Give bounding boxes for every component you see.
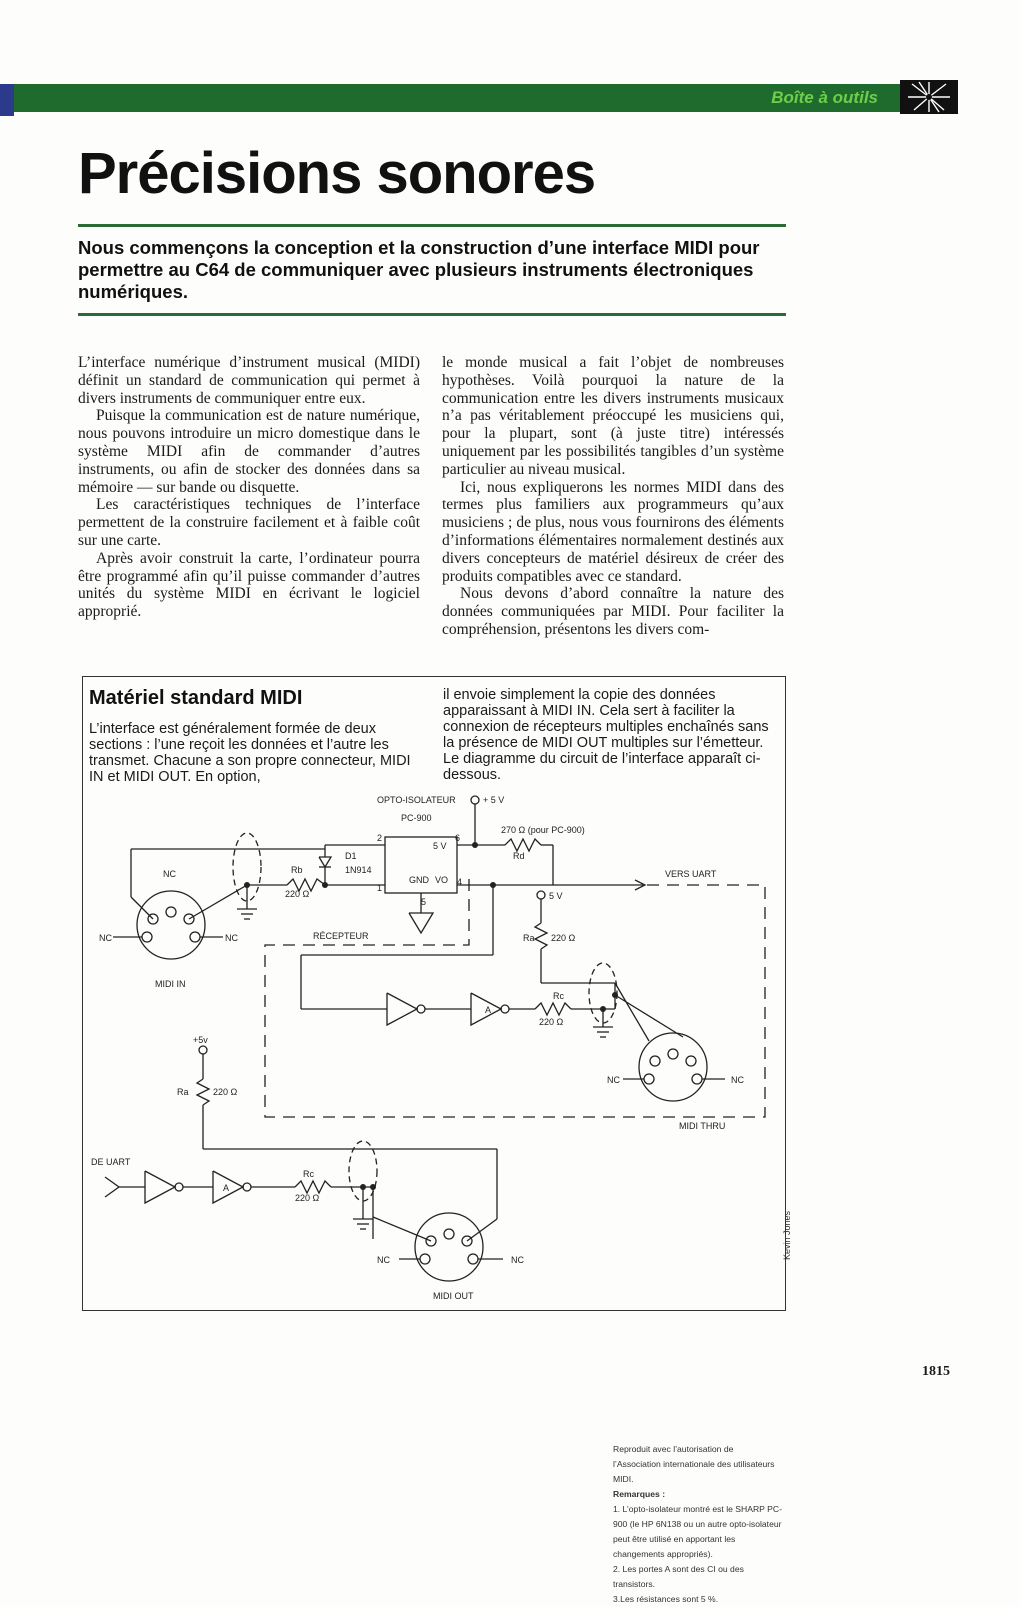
rc-value: 220 Ω — [295, 1193, 320, 1203]
opto-part: PC-900 — [401, 813, 432, 823]
section-label: Boîte à outils — [771, 88, 878, 107]
d1-label: D1 — [345, 851, 357, 861]
vers-uart-label: VERS UART — [665, 869, 717, 879]
rc-label: Rc — [303, 1169, 314, 1179]
pin-label: 1 — [377, 883, 383, 893]
lead-divider — [78, 313, 786, 316]
opto-label: OPTO-ISOLATEUR — [377, 795, 456, 805]
ra-value: 220 Ω — [551, 933, 576, 943]
nc-label: NC — [99, 933, 112, 943]
starburst-icon — [900, 80, 958, 114]
article-title: Précisions sonores — [78, 141, 596, 206]
midi-in-label: MIDI IN — [155, 979, 186, 989]
pin-label: 4 — [457, 877, 463, 887]
midi-thru-label: MIDI THRU — [679, 1121, 726, 1131]
ra-value: 220 Ω — [213, 1087, 238, 1097]
midi-circuit-diagram — [83, 677, 785, 1310]
body-column-left — [78, 354, 420, 621]
midi-out-label: MIDI OUT — [433, 1291, 474, 1301]
nc-label: NC — [607, 1075, 620, 1085]
page-number: 1815 — [922, 1364, 950, 1379]
nc-label: NC — [377, 1255, 390, 1265]
paragraph: le monde musical a fait l’objet de nombreuses hypothèses. Voilà pourquoi la nature de la communication entre les divers instruments musicaux n’a pas véritablement préoccupé les musiciens qui, pour la plupart, sont (à juste titre) intéressés uniquement par les possibilités tangibles d’un système particulier au niveau musical. — [442, 354, 784, 478]
box-text-left: L’interface est généralement formée de deux sections : l’une reçoit les données et l’autre les transmet. Chacune a son propre connecteur, MIDI IN et MIDI OUT. En option, — [89, 721, 411, 785]
paragraph: Nous devons d’abord connaître la nature des données communiquées par MIDI. Pour faciliter la compréhension, présentons les divers com- — [442, 585, 784, 638]
ra-label: Ra — [523, 933, 535, 943]
rx-5v-label: 5 V — [549, 891, 563, 901]
notes-item: 2. Les portes A sont des CI ou des transistors. — [613, 1564, 744, 1589]
box-title: Matériel standard MIDI — [89, 687, 303, 709]
paragraph: Les caractéristiques techniques de l’interface permettent de la construire facilement et à faible coût sur une carte. — [78, 496, 420, 549]
opto-5v: 5 V — [433, 841, 447, 851]
diagram-notes — [613, 1442, 783, 1607]
rb-value: 220 Ω — [285, 889, 310, 899]
gate-a-label: A — [485, 1005, 492, 1015]
opto-gnd: GND — [409, 875, 429, 885]
ra-label: Ra — [177, 1087, 189, 1097]
article-lead: Nous commençons la conception et la construction d’une interface MIDI pour permettre au C64 de communiquer avec plusieurs instruments électroniques numériques. — [78, 237, 760, 302]
nc-label: NC — [511, 1255, 524, 1265]
pin-label: 6 — [455, 833, 461, 843]
pin-label: 2 — [377, 833, 383, 843]
tx-5v-label: +5v — [193, 1035, 208, 1045]
left-color-stripe — [0, 84, 14, 116]
sidebar-box — [82, 676, 786, 1604]
nc-label: NC — [731, 1075, 744, 1085]
notes-heading: Remarques : — [613, 1489, 666, 1499]
rd-value: 270 Ω (pour PC-900) — [501, 825, 585, 835]
rd-label: Rd — [513, 851, 525, 861]
body-column-right — [442, 354, 784, 639]
de-uart-label: DE UART — [91, 1157, 131, 1167]
d1-part: 1N914 — [345, 865, 372, 875]
rc-label: Rc — [553, 991, 564, 1001]
paragraph: L’interface numérique d’instrument musical (MIDI) définit un standard de communication qui permet à divers instruments de communiquer entre eux. — [78, 354, 420, 407]
gate-a-label: A — [223, 1183, 230, 1193]
notes-credit: Reproduit avec l’autorisation de l’Association internationale des utilisateurs MIDI. — [613, 1444, 775, 1484]
opto-vo: VO — [435, 875, 449, 885]
paragraph: Ici, nous expliquerons les normes MIDI dans des termes plus familiers aux programmeurs qu’aux musiciens ; de plus, nous vous fournirons des éléments d’informations élémentaires normalement destinés aux divers concepteurs de matériel désireux de créer des produits compatibles avec ce standard. — [442, 478, 784, 585]
rc-value: 220 Ω — [539, 1017, 564, 1027]
plus5v-label: + 5 V — [483, 795, 505, 805]
paragraph: Après avoir construit la carte, l’ordinateur pourra être programmé afin qu’il puisse commander d’autres unités du système MIDI en écrivant le logiciel approprié. — [78, 549, 420, 621]
title-divider — [78, 224, 786, 227]
rb-label: Rb — [291, 865, 303, 875]
notes-item: 1. L’opto-isolateur montré est le SHARP PC-900 (le HP 6N138 ou un autre opto-isolateur peut être utilisé en apportant les changements appropriés). — [613, 1504, 782, 1559]
section-banner — [14, 84, 958, 112]
nc-label: NC — [163, 869, 176, 879]
pin-label: 5 — [421, 897, 427, 907]
notes-item: 3.Les résistances sont 5 %. — [613, 1594, 719, 1604]
photo-credit: Kevin Jones — [782, 1210, 792, 1260]
recepteur-label: RÉCEPTEUR — [313, 931, 369, 941]
paragraph: Puisque la communication est de nature numérique, nous pouvons introduire un micro domestique dans le système MIDI afin de commander d’autres instruments, ou afin de stocker des données dans sa mémoire — sur bande ou disquette. — [78, 407, 420, 496]
nc-label: NC — [225, 933, 238, 943]
box-text-right: il envoie simplement la copie des données apparaissant à MIDI IN. Cela sert à faciliter la connexion de récepteurs multiples enchaînés sans la présence de MIDI OUT multiples sur l’émetteur. Le diagramme du circuit de l’interface apparaît ci-dessous. — [443, 687, 769, 783]
